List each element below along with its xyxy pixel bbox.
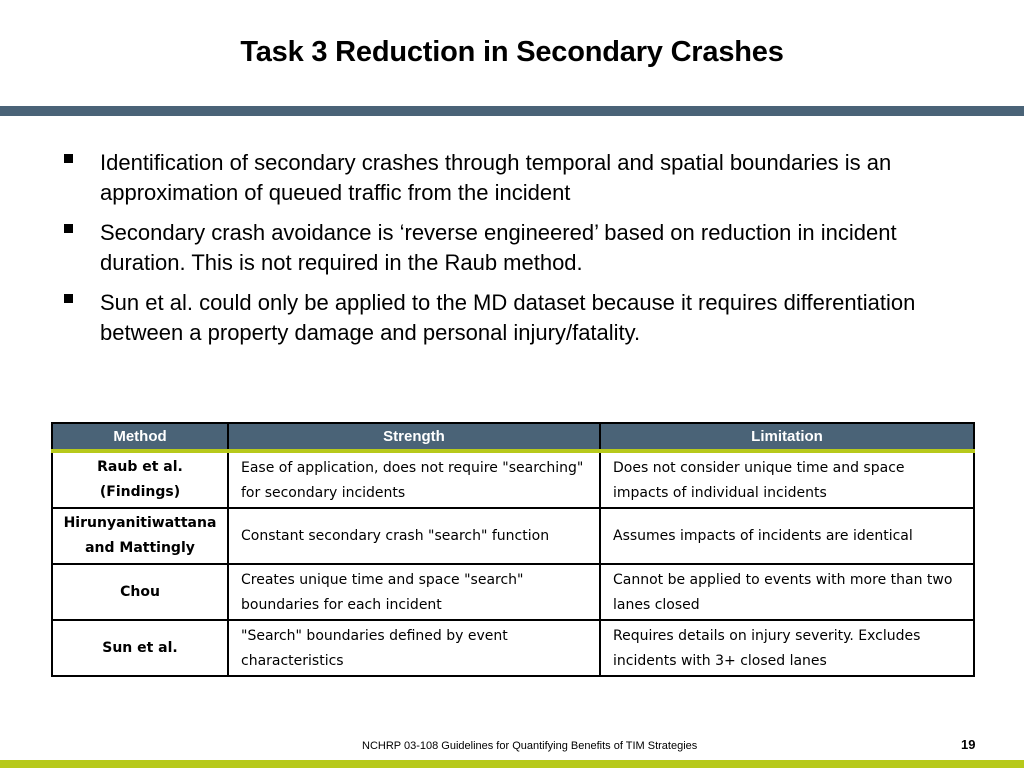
square-bullet-icon (64, 224, 73, 233)
method-cell: Chou (52, 564, 228, 620)
table-row (52, 451, 974, 508)
strength-cell: Ease of application, does not require "searching" for secondary incidents (228, 451, 600, 508)
slide-title: Task 3 Reduction in Secondary Crashes (240, 36, 784, 68)
table-row (52, 620, 974, 676)
strength-cell: Constant secondary crash "search" function (228, 508, 600, 564)
strength-cell: Creates unique time and space "search" boundaries for each incident (228, 564, 600, 620)
limitation-cell: Requires details on injury severity. Excludes incidents with 3+ closed lanes (600, 620, 974, 676)
square-bullet-icon (64, 294, 73, 303)
bullet-item (62, 218, 982, 278)
page-number: 19 (961, 737, 976, 752)
bullet-item (62, 148, 982, 208)
square-bullet-icon (64, 154, 73, 163)
table-row (52, 508, 974, 564)
limitation-cell: Assumes impacts of incidents are identical (600, 508, 974, 564)
bullet-text: Secondary crash avoidance is ‘reverse engineered’ based on reduction in incident duration. This is not required in the Raub method. (100, 220, 897, 275)
method-cell: Hirunyanitiwattana and Mattingly (52, 508, 228, 564)
column-header-method: Method (52, 423, 228, 451)
footer-text: NCHRP 03-108 Guidelines for Quantifying Benefits of TIM Strategies (362, 740, 698, 752)
table-header-row (52, 423, 974, 451)
bullet-item (62, 288, 982, 348)
strength-cell: "Search" boundaries defined by event characteristics (228, 620, 600, 676)
bullet-text: Identification of secondary crashes through temporal and spatial boundaries is an approximation of queued traffic from the incident (100, 150, 892, 205)
footer-accent-bar (0, 760, 1024, 768)
title-divider (0, 106, 1024, 116)
bullet-list (62, 148, 982, 358)
bullet-text: Sun et al. could only be applied to the MD dataset because it requires differentiation between a property damage and personal injury/fatality. (100, 290, 916, 345)
method-cell: Raub et al. (Findings) (52, 451, 228, 508)
limitation-cell: Cannot be applied to events with more than two lanes closed (600, 564, 974, 620)
limitation-cell: Does not consider unique time and space impacts of individual incidents (600, 451, 974, 508)
table-row (52, 564, 974, 620)
methods-comparison-table (51, 422, 975, 677)
column-header-limitation: Limitation (600, 423, 974, 451)
method-cell: Sun et al. (52, 620, 228, 676)
column-header-strength: Strength (228, 423, 600, 451)
